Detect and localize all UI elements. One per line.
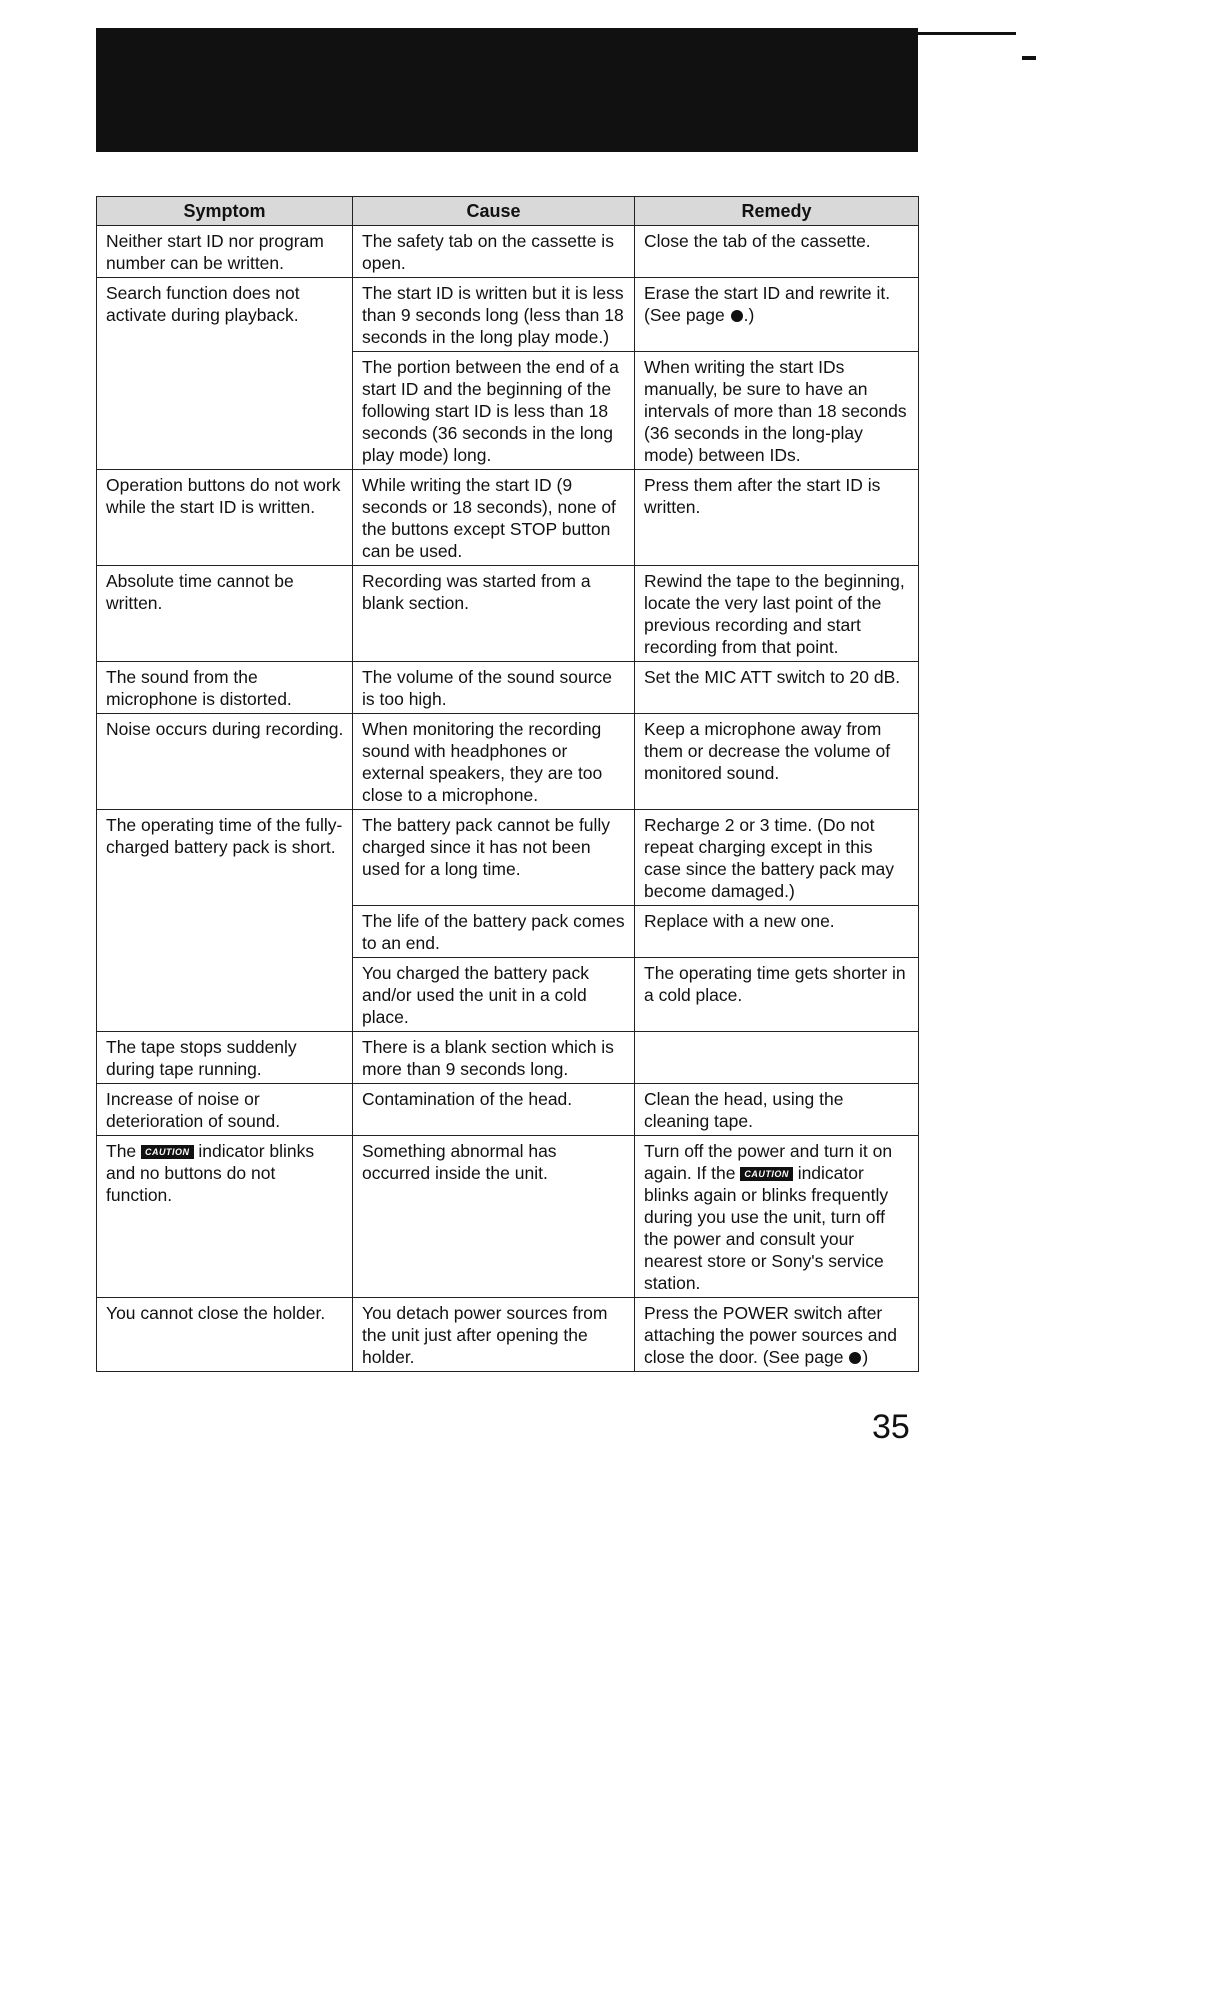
remedy-text: .) (743, 305, 755, 325)
caution-indicator-icon: CAUTION (740, 1167, 793, 1181)
cause-cell: You detach power sources from the unit just after opening the holder. (353, 1298, 635, 1372)
remedy-cell: Close the tab of the cassette. (635, 226, 919, 278)
remedy-cell: Replace with a new one. (635, 906, 919, 958)
remedy-cell (635, 278, 919, 352)
cause-cell: Recording was started from a blank section. (353, 566, 635, 662)
symptom-cell: Operation buttons do not work while the start ID is written. (97, 470, 353, 566)
table-header-row (97, 197, 919, 226)
cause-cell: The volume of the sound source is too high. (353, 662, 635, 714)
troubleshooting-table (96, 196, 919, 1372)
column-header-cause: Cause (353, 197, 635, 226)
symptom-cell (97, 1136, 353, 1298)
symptom-cell: Noise occurs during recording. (97, 714, 353, 810)
cause-cell: Contamination of the head. (353, 1084, 635, 1136)
table-row (97, 1136, 919, 1298)
cause-cell: The start ID is written but it is less than 9 seconds long (less than 18 seconds in the long play mode.) (353, 278, 635, 352)
table-row (97, 1084, 919, 1136)
cause-cell: When monitoring the recording sound with headphones or external speakers, they are too close to a microphone. (353, 714, 635, 810)
table-row (97, 226, 919, 278)
page-reference-dot-icon (849, 1352, 861, 1364)
remedy-cell: Recharge 2 or 3 time. (Do not repeat charging except in this case since the battery pack may become damaged.) (635, 810, 919, 906)
remedy-text: Press the POWER switch after attaching the power sources and close the door. (See page (644, 1303, 897, 1367)
edge-mark (1022, 56, 1036, 60)
remedy-cell: When writing the start IDs manually, be sure to have an intervals of more than 18 seconds (36 seconds in the long-play mode) between IDs. (635, 352, 919, 470)
remedy-cell: Rewind the tape to the beginning, locate the very last point of the previous recording and start recording from that point. (635, 566, 919, 662)
cause-cell: Something abnormal has occurred inside the unit. (353, 1136, 635, 1298)
symptom-cell: You cannot close the holder. (97, 1298, 353, 1372)
table-row (97, 714, 919, 810)
cause-cell: While writing the start ID (9 seconds or 18 seconds), none of the buttons except STOP button can be used. (353, 470, 635, 566)
cause-cell: The life of the battery pack comes to an end. (353, 906, 635, 958)
remedy-cell: Press them after the start ID is written. (635, 470, 919, 566)
cause-cell: The portion between the end of a start ID and the beginning of the following start ID is less than 18 seconds (36 seconds in the long play mode) long. (353, 352, 635, 470)
table-row (97, 470, 919, 566)
symptom-cell: Increase of noise or deterioration of sound. (97, 1084, 353, 1136)
remedy-text: Erase the start ID and rewrite it. (See page (644, 283, 891, 325)
symptom-text: The (106, 1141, 142, 1161)
page-number: 35 (872, 1408, 910, 1446)
remedy-cell: Keep a microphone away from them or decrease the volume of monitored sound. (635, 714, 919, 810)
header-bar (96, 28, 918, 152)
remedy-cell: Set the MIC ATT switch to 20 dB. (635, 662, 919, 714)
remedy-cell: The operating time gets shorter in a cold place. (635, 958, 919, 1032)
remedy-cell: Clean the head, using the cleaning tape. (635, 1084, 919, 1136)
table-row (97, 1032, 919, 1084)
column-header-symptom: Symptom (97, 197, 353, 226)
caution-indicator-icon: CAUTION (141, 1145, 194, 1159)
table-row (97, 566, 919, 662)
symptom-text: indicator blinks and no buttons do not function. (106, 1141, 315, 1205)
column-header-remedy: Remedy (635, 197, 919, 226)
table-row (97, 810, 919, 906)
symptom-cell: Absolute time cannot be written. (97, 566, 353, 662)
remedy-text: indicator blinks again or blinks frequently during you use the unit, turn off the power and consult your nearest store or Sony's service station. (644, 1163, 889, 1293)
table-row (97, 1298, 919, 1372)
cause-cell: You charged the battery pack and/or used the unit in a cold place. (353, 958, 635, 1032)
table-row (97, 278, 919, 352)
remedy-cell (635, 1298, 919, 1372)
symptom-cell: The sound from the microphone is distorted. (97, 662, 353, 714)
page-reference-dot-icon (731, 310, 743, 322)
symptom-cell: Search function does not activate during playback. (97, 278, 353, 470)
symptom-cell: Neither start ID nor program number can be written. (97, 226, 353, 278)
remedy-text: ) (862, 1347, 869, 1367)
table-row (97, 662, 919, 714)
remedy-text: Turn off the power and turn it on again. If the (644, 1141, 893, 1183)
remedy-cell (635, 1136, 919, 1298)
symptom-cell: The tape stops suddenly during tape running. (97, 1032, 353, 1084)
cause-cell: There is a blank section which is more than 9 seconds long. (353, 1032, 635, 1084)
symptom-cell: The operating time of the fully-charged battery pack is short. (97, 810, 353, 1032)
cause-cell: The battery pack cannot be fully charged since it has not been used for a long time. (353, 810, 635, 906)
remedy-cell (635, 1032, 919, 1084)
cause-cell: The safety tab on the cassette is open. (353, 226, 635, 278)
